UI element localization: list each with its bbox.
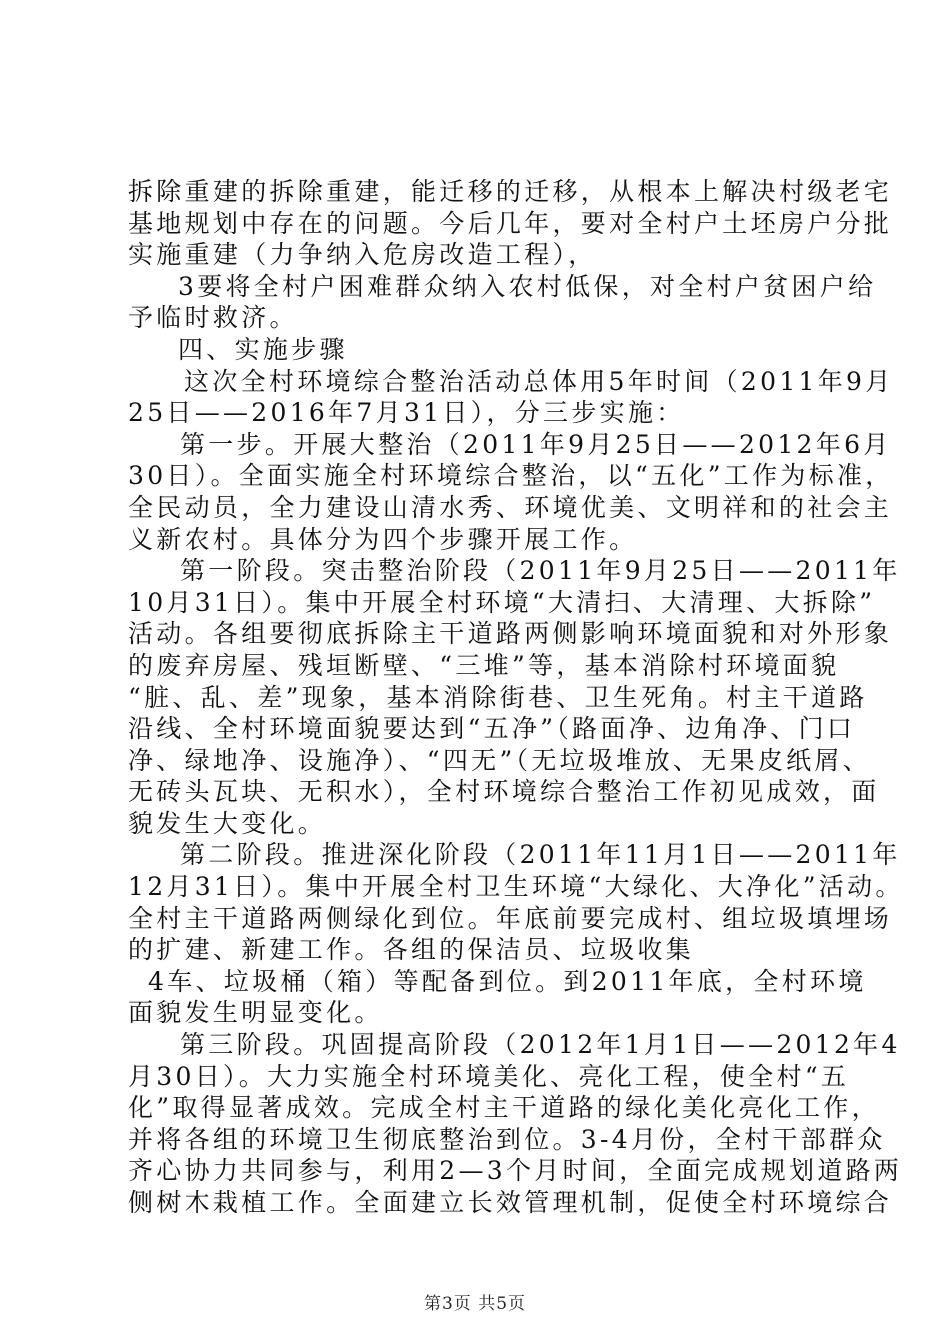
text-line: 25日——2016年7月31日），分三步实施：: [128, 398, 685, 428]
text-line: 4车、垃圾桶（箱）等配备到位。到2011年底，全村环境: [148, 966, 867, 996]
text-line: 全村主干道路两侧绿化到位。年底前要完成村、组垃圾填埋场: [128, 903, 893, 933]
text-line: 拆除重建的拆除重建，能迁移的迁移，从根本上解决村级老宅: [128, 177, 893, 206]
text-line: 活动。各组要彻底拆除主干道路两侧影响环境面貌和对外形象: [128, 619, 893, 649]
text-line: 全民动员，全力建设山清水秀、环境优美、文明祥和的社会主: [128, 492, 893, 522]
section-heading: 四、实施步骤: [178, 334, 348, 364]
text-line: 齐心协力共同参与，利用2—3个月时间，全面完成规划道路两: [128, 1156, 903, 1186]
text-line: 无砖头瓦块、无积水），全村环境综合整治工作初见成效，面: [128, 777, 880, 807]
text-line: 第一步。开展大整治（2011年9月25日——2012年6月: [180, 429, 892, 459]
text-line: 沿线、全村环境面貌要达到“五净”（路面净、边角净、门口: [128, 714, 856, 744]
text-line: 第三阶段。巩固提高阶段（2012年1月1日——2012年4: [180, 1030, 901, 1060]
text-line: 3要将全村户困难群众纳入农村低保，对全村户贫困户给: [178, 271, 877, 301]
text-line: 化”取得显著成效。完成全村主干道路的绿化美化亮化工作，: [128, 1093, 880, 1123]
text-line: 义新农村。具体分为四个步骤开展工作。: [128, 524, 638, 554]
text-line: 实施重建（力争纳入危房改造工程），: [128, 240, 597, 270]
text-line: 予临时救济。: [128, 303, 298, 333]
text-line: 30日）。全面实施全村环境综合整治，以“五化”工作为标准，: [128, 461, 894, 491]
text-line: 净、绿地净、设施净）、“四无”（无垃圾堆放、无果皮纸屑、: [128, 745, 871, 775]
text-line: 第一阶段。突击整治阶段（2011年9月25日——2011年: [180, 556, 901, 586]
text-line: 的扩建、新建工作。各组的保洁员、垃圾收集: [128, 935, 695, 965]
text-line: “脏、乱、差”现象，基本消除街巷、卫生死角。村主干道路: [128, 682, 868, 712]
page-number-footer: 第3页 共5页: [423, 1294, 527, 1314]
text-line: 基地规划中存在的问题。今后几年，要对全村户土坯房户分批: [128, 208, 893, 238]
text-line: 12月31日）。集中开展全村卫生环境“大绿化、大净化”活动。: [128, 872, 904, 902]
text-line: 貌发生大变化。: [128, 808, 327, 838]
text-line: 的废弃房屋、残垣断壁、“三堆”等，基本消除村环境面貌: [128, 650, 840, 680]
text-line: 侧树木栽植工作。全面建立长效管理机制，促使全村环境综合: [128, 1188, 893, 1217]
text-line: 面貌发生明显变化。: [128, 998, 383, 1028]
text-line: 并将各组的环境卫生彻底整治到位。3-4月份，全村干部群众: [128, 1124, 886, 1154]
document-body: [128, 176, 904, 1219]
text-line: 这次全村环境综合整治活动总体用5年时间（2011年9月: [184, 366, 894, 396]
text-line: 10月31日）。集中开展全村环境“大清扫、大清理、大拆除”: [128, 587, 876, 617]
text-line: 月30日）。大力实施全村环境美化、亮化工程，使全村“五: [128, 1061, 850, 1091]
text-line: 第二阶段。推进深化阶段（2011年11月1日——2011年: [180, 840, 901, 870]
